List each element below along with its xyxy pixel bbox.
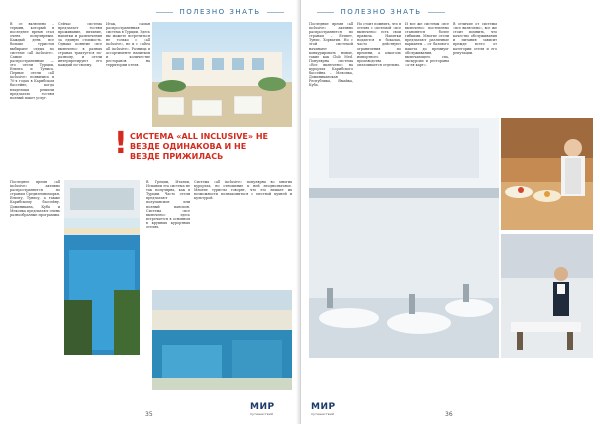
left-section-header [150,6,290,18]
pool-photo [64,180,140,355]
header-rule-right [428,12,445,13]
logo-tagline: путешествий [250,412,274,416]
magazine-logo [311,402,336,416]
text-column: В Греции, Италии, Испании эта система не так популярна, как в Турции. Часто отели предлагают полупансион или полный пансион. Система «все включено» здесь встречается в основном в крупных курортных отелях. [146,180,190,230]
buffet-photo [501,118,593,230]
pull-quote [114,126,268,170]
header-rule-left [156,12,173,13]
waiter-photo [501,234,593,358]
right-section-header [311,6,451,18]
text-column: Последние время «all inclusive» активно распространяется по странам – Египет, Тунис, Хорватия. Но с этой системой начинают конкурировать новые, такие как Club Med. Популярна система «Все включено» на курортах Карибского бассейна – Мексика, Доминиканская Республика, Ямайка, Куба. [309,22,353,88]
left-page-number: 35 [145,411,153,418]
header-rule-right [267,12,284,13]
hotel-dining-hall-photo [309,118,499,358]
text-column: Итак, самая распространенная система в Турции. Здесь вы можете встретиться не только с «all inclusive», но и с «ultra all inclusive». Разница в ассортименте напитков и количестве ресторанов на территории отеля. [106,22,150,67]
logo-brand: МИР [250,402,275,412]
text-column: Но стоит помнить, что в отелях с системой «все включено» есть свои правила. Напитки подаются в бокалах, часто действуют ограничения по времени, а алкоголь импортного производства оплачивается отдельно. [357,22,401,67]
logo-brand: МИР [311,402,336,412]
text-column: В се включено – термин, который в последнее время стал очень популярным. Каждый день все больше туристов выбирают отдых по системе «all inclusive». Самые распространенные — это отели Турции, Египта и Тунисa. Первые отели «all inclusive» появились в 70-х годах в Карибском бассейне, когда владельцы решили предлагать гостям полный пакет услуг. [10,22,54,100]
text-column: В отличие от системы «все включено», все же стоит помнить, что качество обслуживания и питания зависит прежде всего от категории отеля и его репутации. [453,22,497,55]
hotel-restaurant-photo [152,22,292,127]
text-column: Сейчас система предлагает гостям проживание, питание, напитки и развлечения за единую стоимость. Однако понятие «все включено» в разных странах трактуется по-разному, и отели интерпретируют его каждый по-своему. [58,22,102,67]
hotel-pool-photo [152,290,292,390]
logo-tagline: путешествий [311,412,335,416]
header-rule-left [317,12,334,13]
exclamation-icon: ! [114,126,128,161]
text-column: Последнее время «all inclusive» активно распространяется по странам Средиземноморья, Египту, Тунису, а также Карибскому бассейну. Доминикана, Куба и Мексика предлагают очень разнообразные программы. [10,180,60,217]
section-title: ПОЛЕЗНО ЗНАТЬ [340,8,422,16]
right-page [300,0,600,424]
text-column: Система «all inclusive» популярна во многих курортах, но отношение к ней неоднозначное. Многие туристы говорят, что это лишает их возможности познакомиться с местной кухней и культурой. [194,180,292,201]
magazine-logo [250,402,275,416]
section-title: ПОЛЕЗНО ЗНАТЬ [179,8,261,16]
pull-quote-text: СИСТЕМА «ALL INCLUSIVE» НЕ ВЕЗДЕ ОДИНАКОВА И НЕ ВЕЗДЕ ПРИЖИЛАСЬ [130,132,268,161]
right-page-number: 36 [445,411,453,418]
text-column: И все же системы «все включено» постепенно становятся более гибкими. Многие отели предлагают различные варианты – от базового пакета до премиум-обслуживания, включающего спа, экскурсии и рестораны «а-ля карт». [405,22,449,67]
